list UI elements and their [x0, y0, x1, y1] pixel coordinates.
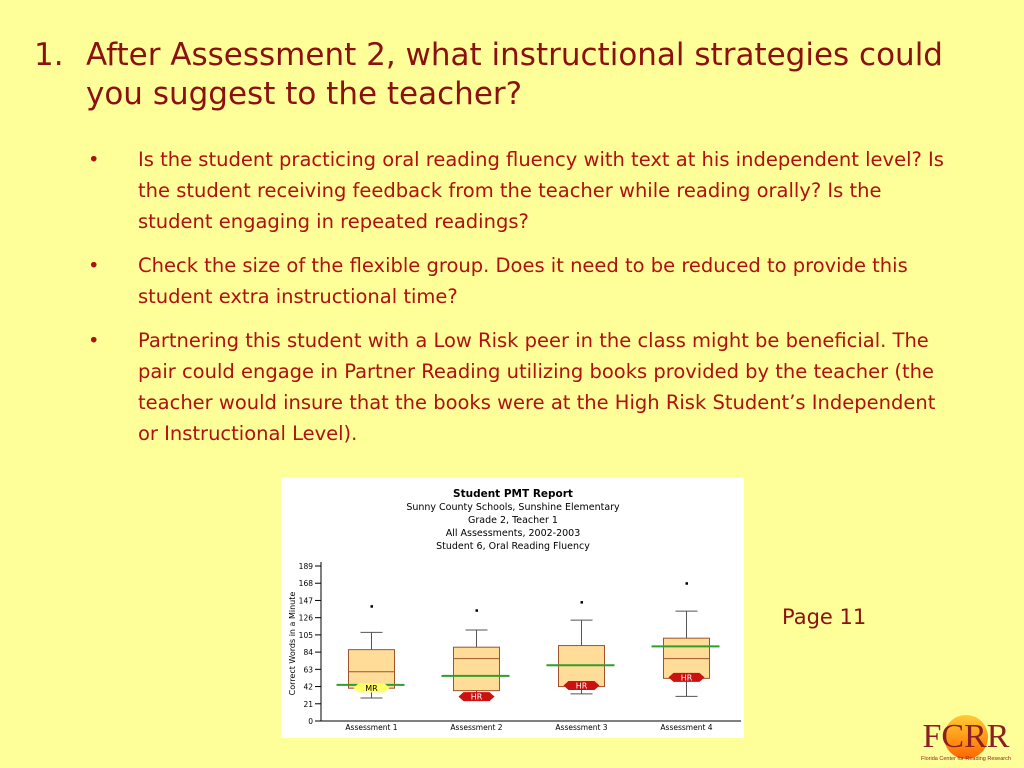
iqr-box — [454, 647, 500, 690]
bullet-item — [88, 325, 958, 449]
question-text: After Assessment 2, what instructional strategies could you suggest to the teacher? — [86, 37, 943, 112]
outlier-point — [371, 605, 374, 608]
y-tick-label: 168 — [298, 579, 313, 589]
strategy-list — [88, 144, 958, 462]
y-tick-label: 63 — [303, 665, 313, 675]
outlier-point — [581, 601, 584, 604]
pmt-report-chart — [281, 477, 744, 738]
iqr-box — [349, 650, 395, 689]
x-tick-label: Assessment 1 — [345, 723, 398, 732]
question-number: 1. — [34, 37, 64, 73]
chart-title-line: Sunny County Schools, Sunshine Elementary — [406, 502, 620, 513]
boxplot-svg — [281, 477, 744, 738]
y-tick-label: 84 — [303, 648, 313, 658]
bullet-marker: • — [88, 148, 100, 171]
bullet-text: Is the student practicing oral reading fluency with text at his independent level? Is the student receiving feedback from the teacher while reading orally? Is the student engaging in repeated readings? — [138, 148, 944, 233]
chart-title-line: Grade 2, Teacher 1 — [468, 515, 558, 526]
risk-marker-label: HR — [470, 692, 483, 702]
y-tick-label: 42 — [303, 682, 313, 692]
logo-text: FCRR — [922, 718, 1010, 755]
x-tick-label: Assessment 3 — [555, 723, 608, 732]
bullet-item — [88, 144, 958, 237]
chart-title-line: All Assessments, 2002-2003 — [445, 528, 581, 539]
chart-title-line: Student 6, Oral Reading Fluency — [436, 541, 590, 552]
bullet-item — [88, 250, 958, 312]
x-tick-label: Assessment 2 — [450, 723, 503, 732]
y-axis-label: Correct Words in a Minute — [288, 591, 297, 696]
y-tick-label: 21 — [303, 699, 313, 709]
fcrr-logo — [914, 707, 1018, 763]
y-tick-label: 147 — [298, 596, 313, 606]
y-tick-label: 189 — [298, 562, 313, 571]
bullet-marker: • — [88, 254, 100, 277]
x-tick-label: Assessment 4 — [660, 723, 713, 732]
y-tick-label: 126 — [298, 613, 313, 623]
bullet-text: Partnering this student with a Low Risk peer in the class might be beneficial. The pair could engage in Partner Reading utilizing books provided by the teacher (the teacher would insure that the books were at the High Risk Student’s Independent or Instructional Level). — [138, 329, 936, 445]
question-title — [34, 36, 994, 114]
y-tick-label: 105 — [298, 630, 313, 640]
y-tick-label: 0 — [308, 717, 313, 726]
logo-subtitle: Florida Center for Reading Research — [921, 756, 1011, 762]
bullet-marker: • — [88, 329, 100, 352]
chart-title-line: Student PMT Report — [453, 488, 573, 500]
outlier-point — [476, 609, 479, 612]
risk-marker-label: MR — [365, 683, 378, 693]
risk-marker-label: HR — [680, 673, 693, 683]
risk-marker-label: HR — [575, 681, 588, 691]
bullet-text: Check the size of the flexible group. Does it need to be reduced to provide this student extra instructional time? — [138, 254, 908, 308]
outlier-point — [686, 582, 689, 585]
page-label: Page 11 — [782, 605, 867, 629]
